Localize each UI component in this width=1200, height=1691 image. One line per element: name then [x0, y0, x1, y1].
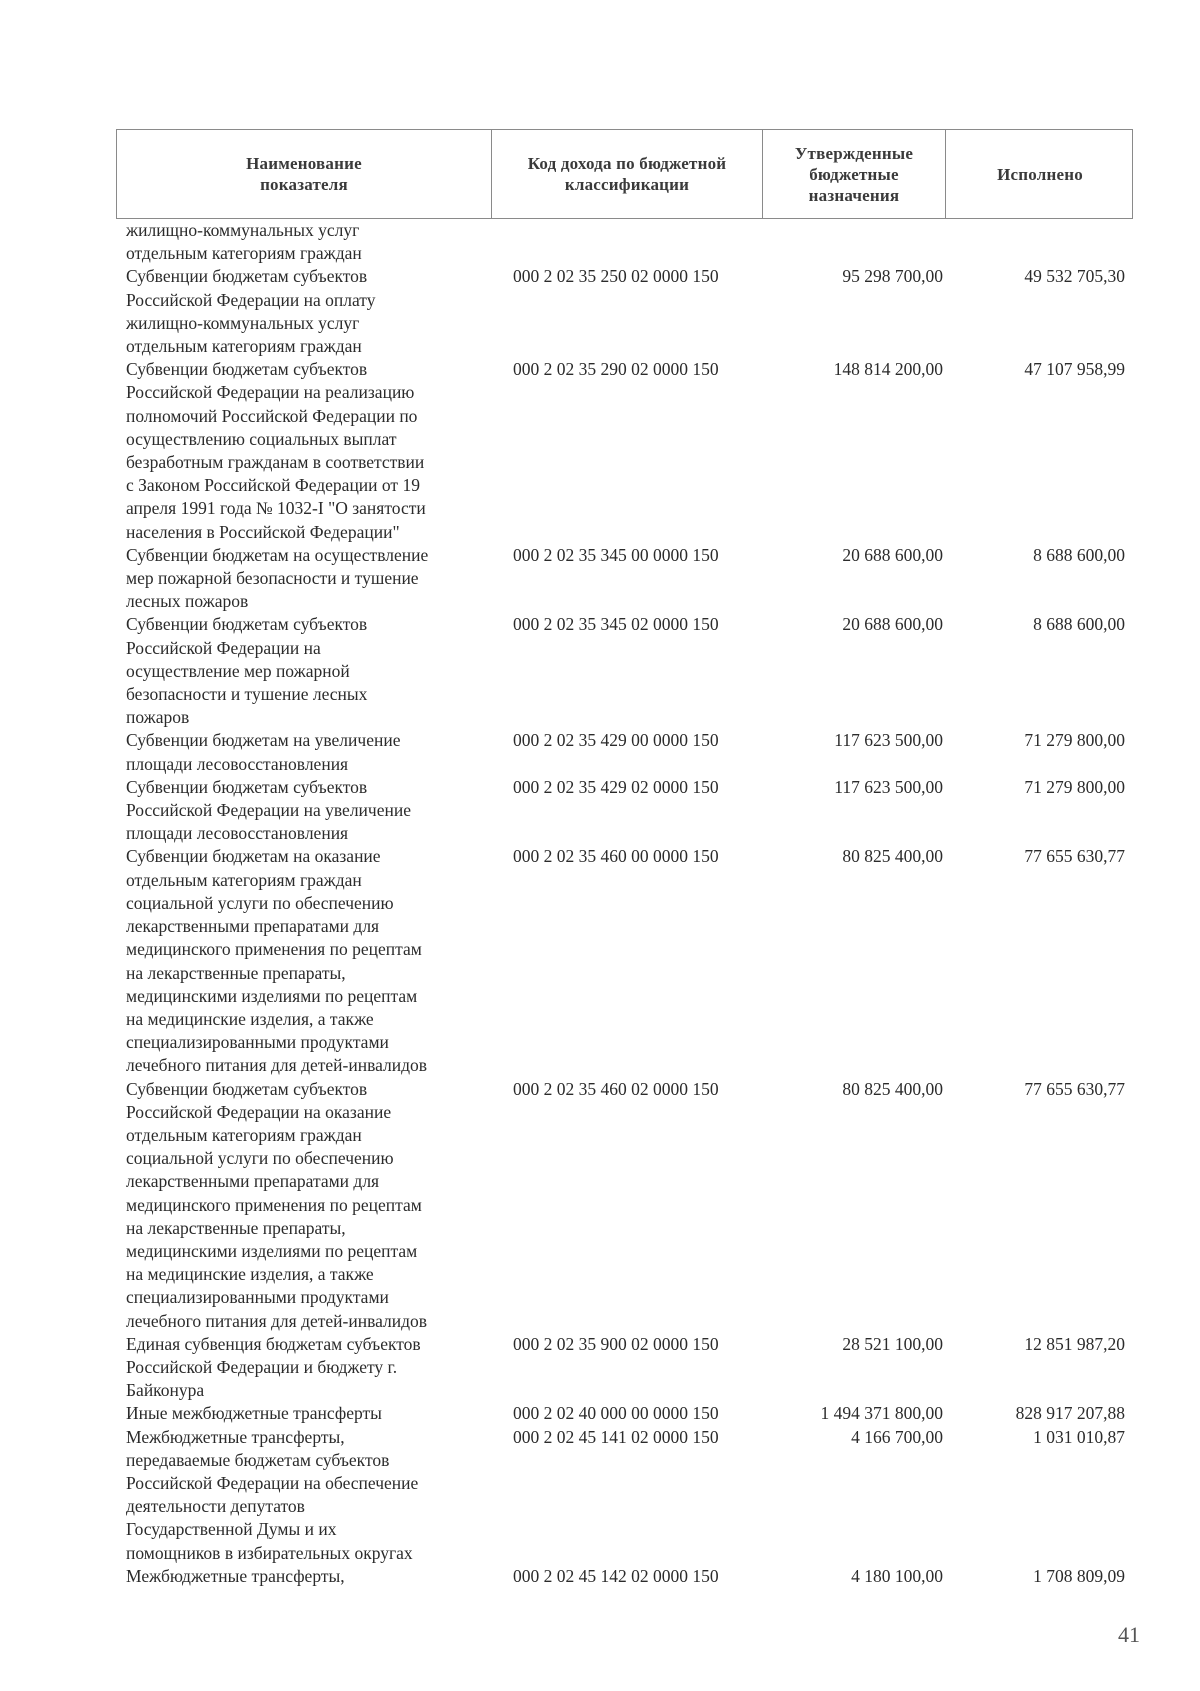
cell-code: 000 2 02 35 460 02 0000 150	[513, 1078, 719, 1099]
cell-code: 000 2 02 35 290 02 0000 150	[513, 359, 719, 380]
table-row	[116, 265, 1133, 358]
cell-executed: 1 031 010,87	[1033, 1426, 1125, 1447]
cell-approved: 80 825 400,00	[842, 846, 943, 867]
table-row	[116, 729, 1133, 775]
cell-name: Единая субвенция бюджетам субъектов Российской Федерации и бюджету г. Байконура	[126, 1333, 421, 1401]
header-approved: Утвержденные бюджетные назначения	[763, 130, 946, 218]
table-row	[116, 613, 1133, 729]
table-row	[116, 1078, 1133, 1333]
page-number: 41	[1118, 1622, 1140, 1647]
cell-executed: 47 107 958,99	[1024, 359, 1125, 380]
cell-approved	[762, 219, 945, 265]
cell-code: 000 2 02 35 345 00 0000 150	[513, 544, 719, 565]
table-row	[116, 1426, 1133, 1565]
cell-approved: 117 623 500,00	[834, 776, 943, 797]
cell-code: 000 2 02 45 142 02 0000 150	[513, 1565, 719, 1586]
cell-code: 000 2 02 35 900 02 0000 150	[513, 1333, 719, 1354]
cell-executed: 71 279 800,00	[1024, 730, 1125, 751]
cell-approved: 4 166 700,00	[851, 1426, 943, 1447]
cell-name: Иные межбюджетные трансферты	[126, 1403, 382, 1424]
cell-approved: 20 688 600,00	[842, 544, 943, 565]
table-row	[116, 1402, 1133, 1425]
cell-name: Субвенции бюджетам на увеличение площади лесовосстановления	[126, 730, 401, 774]
cell-approved: 4 180 100,00	[851, 1565, 943, 1586]
budget-table	[116, 129, 1133, 1588]
table-row	[116, 1333, 1133, 1403]
cell-name: Субвенции бюджетам субъектов Российской Федерации на увеличение площади лесовосстановления	[126, 776, 411, 844]
cell-executed: 8 688 600,00	[1033, 614, 1125, 635]
table-row	[116, 845, 1133, 1077]
table-row	[116, 776, 1133, 846]
cell-executed: 12 851 987,20	[1024, 1333, 1125, 1354]
cell-approved: 1 494 371 800,00	[820, 1403, 943, 1424]
cell-approved: 28 521 100,00	[842, 1333, 943, 1354]
cell-code: 000 2 02 35 345 02 0000 150	[513, 614, 719, 635]
cell-approved: 20 688 600,00	[842, 614, 943, 635]
cell-name: жилищно-коммунальных услуг отдельным категориям граждан	[126, 220, 362, 264]
cell-executed: 8 688 600,00	[1033, 544, 1125, 565]
cell-executed	[945, 219, 1133, 265]
cell-executed: 77 655 630,77	[1024, 1078, 1125, 1099]
cell-name: Субвенции бюджетам субъектов Российской Федерации на осуществление мер пожарной безопасности и тушение лесных пожаров	[126, 614, 368, 728]
cell-code: 000 2 02 35 429 02 0000 150	[513, 776, 719, 797]
cell-code: 000 2 02 35 429 00 0000 150	[513, 730, 719, 751]
cell-name: Субвенции бюджетам на оказание отдельным категориям граждан социальной услуги по обеспечению лекарственными препаратами для медицинского применения по рецептам на лекарственные препараты, медицинскими изделиями по рецептам на медицинские изделия, а также специализированными продуктами лечебного питания для детей-инвалидов	[126, 846, 428, 1076]
table-row	[116, 1565, 1133, 1588]
header-code: Код дохода по бюджетной классификации	[492, 130, 763, 218]
table-row	[116, 544, 1133, 614]
cell-code: 000 2 02 35 460 00 0000 150	[513, 846, 719, 867]
table-body	[116, 219, 1133, 1588]
cell-name: Межбюджетные трансферты, передаваемые бюджетам субъектов Российской Федерации на обеспечение деятельности депутатов Государственной Думы и их помощников в избирательных округах	[126, 1426, 419, 1563]
cell-code: 000 2 02 45 141 02 0000 150	[513, 1426, 719, 1447]
table-row	[116, 358, 1133, 544]
header-executed: Исполнено	[997, 164, 1083, 184]
cell-executed: 828 917 207,88	[1015, 1403, 1125, 1424]
cell-code: 000 2 02 35 250 02 0000 150	[513, 266, 719, 287]
cell-name: Субвенции бюджетам на осуществление мер пожарной безопасности и тушение лесных пожаров	[126, 544, 429, 612]
cell-name: Субвенции бюджетам субъектов Российской Федерации на оплату жилищно-коммунальных услуг отдельным категориям граждан	[126, 266, 376, 357]
cell-approved: 80 825 400,00	[842, 1078, 943, 1099]
cell-executed: 49 532 705,30	[1024, 266, 1125, 287]
cell-code	[491, 219, 762, 265]
cell-executed: 1 708 809,09	[1033, 1565, 1125, 1586]
table-header	[116, 129, 1133, 219]
cell-approved: 95 298 700,00	[842, 266, 943, 287]
cell-approved: 148 814 200,00	[833, 359, 943, 380]
cell-code: 000 2 02 40 000 00 0000 150	[513, 1403, 719, 1424]
header-name: Наименование показателя	[117, 130, 492, 218]
cell-executed: 71 279 800,00	[1024, 776, 1125, 797]
cell-approved: 117 623 500,00	[834, 730, 943, 751]
table-row	[116, 219, 1133, 265]
cell-name: Субвенции бюджетам субъектов Российской Федерации на реализацию полномочий Российской Федерации по осуществлению социальных выплат безработным гражданам в соответствии с Законом Российской Федерации от 19 апреля 1991 года № 1032-I "О занятости населения в Российской Федерации"	[126, 359, 426, 542]
cell-name: Межбюджетные трансферты,	[126, 1565, 345, 1586]
cell-executed: 77 655 630,77	[1024, 846, 1125, 867]
cell-name: Субвенции бюджетам субъектов Российской Федерации на оказание отдельным категориям граждан социальной услуги по обеспечению лекарственными препаратами для медицинского применения по рецептам на лекарственные препараты, медицинскими изделиями по рецептам на медицинские изделия, а также специализированными продуктами лечебного питания для детей-инвалидов	[126, 1078, 428, 1331]
